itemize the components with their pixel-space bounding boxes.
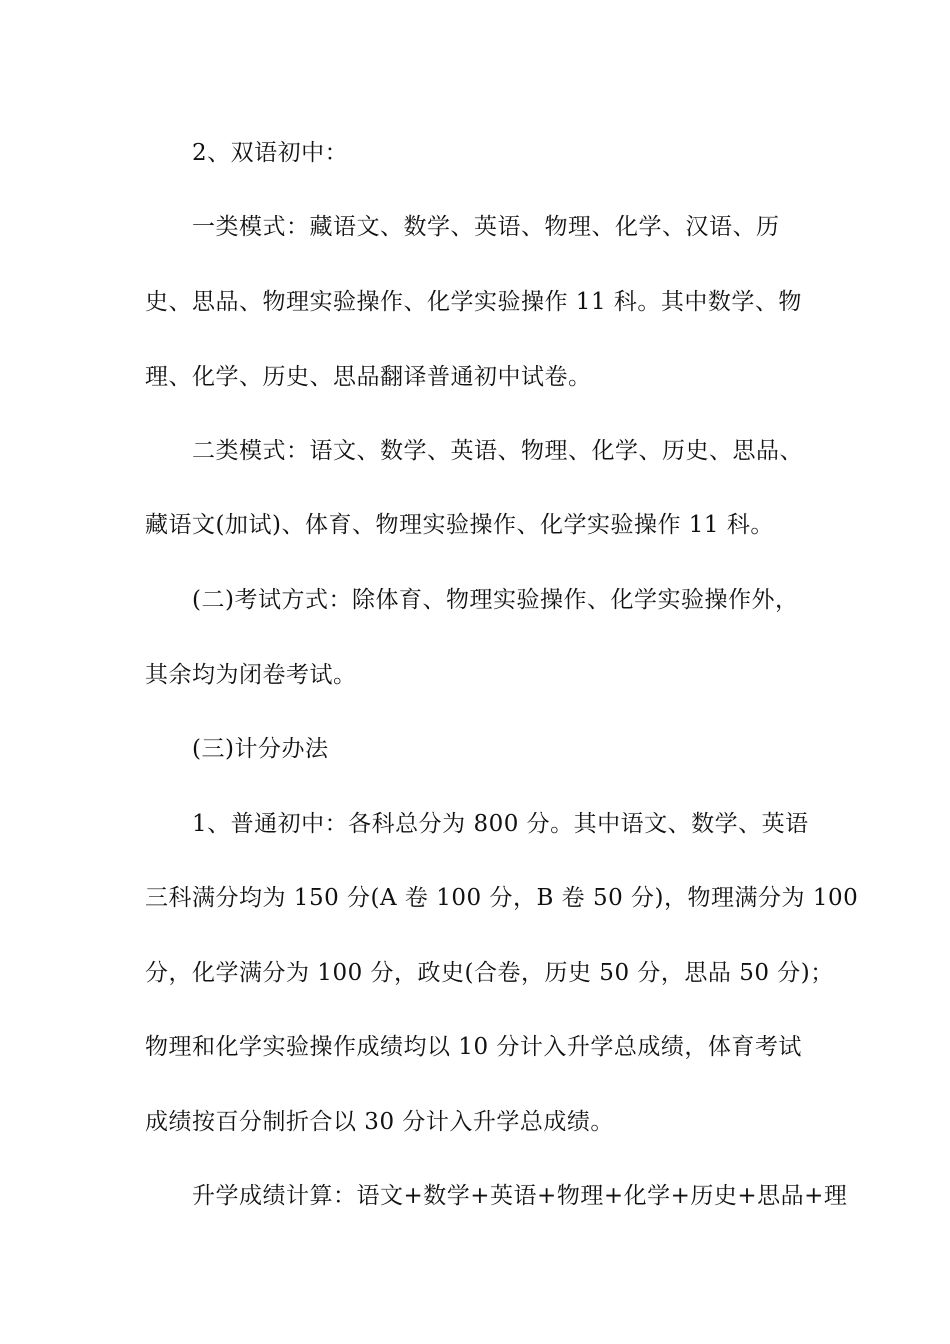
text-line: 二类模式：语文、数学、英语、物理、化学、历史、思品、 — [192, 438, 803, 464]
text-line: 分，化学满分为 100 分，政史(合卷，历史 50 分，思品 50 分)； — [145, 960, 834, 986]
text-line: 一类模式：藏语文、数学、英语、物理、化学、汉语、历 — [192, 214, 780, 240]
text-line: 2、双语初中： — [192, 140, 349, 166]
text-line: (三)计分办法 — [192, 736, 329, 762]
text-line: 藏语文(加试)、体育、物理实验操作、化学实验操作 11 科。 — [145, 512, 774, 538]
text-line: 三科满分均为 150 分(A 卷 100 分，B 卷 50 分)，物理满分为 100 — [145, 885, 859, 911]
text-line: 理、化学、历史、思品翻译普通初中试卷。 — [145, 364, 592, 390]
text-line: 升学成绩计算：语文+数学+英语+物理+化学+历史+思品+理 — [192, 1183, 848, 1209]
text-line: 物理和化学实验操作成绩均以 10 分计入升学总成绩，体育考试 — [145, 1034, 802, 1060]
text-line: 史、思品、物理实验操作、化学实验操作 11 科。其中数学、物 — [145, 289, 802, 315]
text-line: 其余均为闭卷考试。 — [145, 662, 357, 688]
text-line: (二)考试方式：除体育、物理实验操作、化学实验操作外， — [192, 587, 799, 613]
text-line: 成绩按百分制折合以 30 分计入升学总成绩。 — [145, 1109, 614, 1135]
text-line: 1、普通初中：各科总分为 800 分。其中语文、数学、英语 — [192, 811, 809, 837]
